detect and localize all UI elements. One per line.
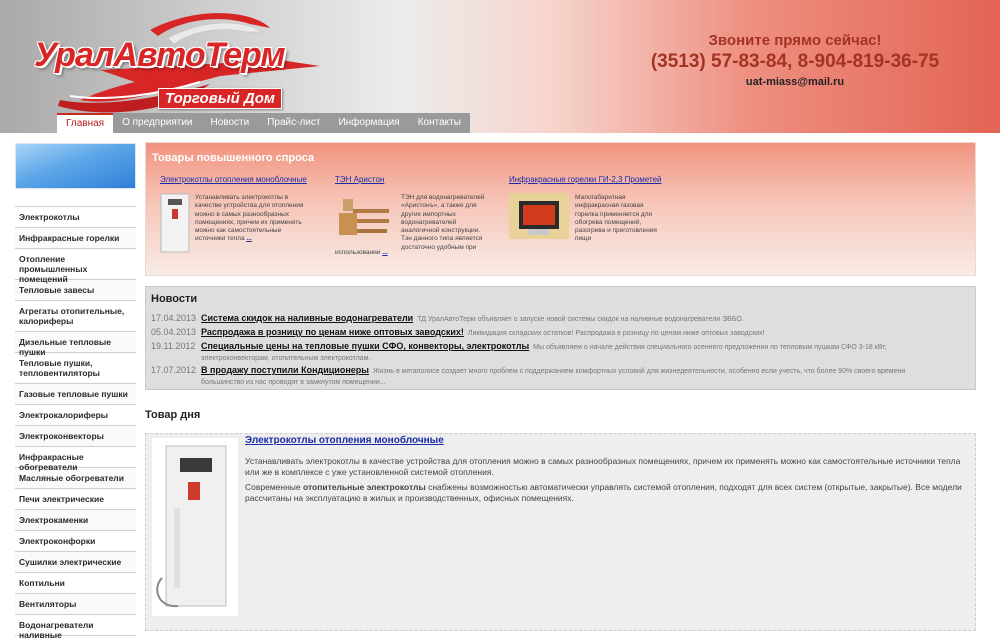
news-section [145,286,976,390]
news-date: 17.04.2013 [151,313,197,323]
more-link[interactable]: ... [382,249,388,256]
phone-numbers: (3513) 57-83-84, 8-904-819-36-75 [650,51,940,72]
featured-product-desc: Малогабаритная инфракрасная газовая горелка применяется для обогрева помещений, разогрева и приготовления пищи [575,194,657,243]
news-text: Мы объявляем о начале действия специального осеннего предложения по тепловым пушкам СФО 3-18 кВт, [533,344,887,351]
main-navigation [57,113,470,133]
sidebar-banner[interactable] [15,143,136,189]
sidebar-item-sauna-heaters[interactable]: Электрокаменки [15,510,136,531]
featured-product-2 [335,175,505,256]
infrared-burner-image[interactable] [509,193,569,242]
more-link[interactable]: ... [246,235,252,243]
sidebar-item-smokehouses[interactable]: Коптильни [15,573,136,594]
sidebar-item-electric-stoves[interactable]: Печи электрические [15,489,136,510]
sidebar-item-heating-units[interactable]: Агрегаты отопительные, калориферы [15,301,136,332]
site-header [0,0,1000,133]
news-date: 17.07.2012 [151,365,197,375]
call-label: Звоните прямо сейчас! [708,32,882,49]
news-item [151,364,970,378]
news-text: ТД УралАвтоТерм объявляет о запуске новой системы скидок на наливные водонагреватели ЭВБО. [417,316,744,323]
tab-news[interactable]: Новости [210,117,250,128]
sidebar-item-air-curtains[interactable]: Тепловые завесы [15,280,136,301]
featured-product-desc: ТЭН для водонагревателей «Аристонъ», а также для других импортных водонагревателей аналогичной конструкции. Тэн данного типа является достаточно удобным при [401,194,485,251]
product-of-day [145,433,976,631]
news-date: 05.04.2013 [151,327,197,337]
sidebar-item-electric-convectors[interactable]: Электроконвекторы [15,426,136,447]
news-title-link[interactable]: В продажу поступили Кондиционеры [201,365,369,375]
news-title-link[interactable]: Система скидок на наливные водонагреватели [201,313,414,323]
main-content [145,142,976,631]
news-date: 19.11.2012 [151,341,196,351]
featured-product-desc-tail: использовании ... [335,249,388,256]
product-of-day-image[interactable] [152,438,238,616]
sidebar-item-gas-heat-guns[interactable]: Газовые тепловые пушки [15,384,136,405]
news-title-link[interactable]: Распродажа в розницу по ценам ниже оптовых заводских! [201,327,464,337]
news-heading: Новости [151,293,198,305]
featured-product-title[interactable]: ТЭН Аристон [335,175,385,184]
news-item [151,312,970,326]
product-of-day-paragraph-2: Современные отопительные электрокотлы снабжены возможностью автоматически управлять системой отопления, подходят для всех систем (открытые, закрытые). Все модели рассчитаны на эксплуатацию в жилых и производственных, офисных помещениях. [245,482,962,503]
sidebar-item-diesel-heat-guns[interactable]: Дизельные тепловые пушки [15,332,136,353]
heating-element-image[interactable] [335,193,393,248]
news-text-continued: большинство из нас проводят в замкнутом помещении... [201,379,386,386]
sidebar-item-electric-hotplates[interactable]: Электроконфорки [15,531,136,552]
sidebar-item-electric-dryers[interactable]: Сушилки электрические [15,552,136,573]
sidebar [15,143,136,640]
tab-contacts[interactable]: Контакты [417,117,461,128]
tab-information[interactable]: Информация [338,117,400,128]
tab-price-list[interactable]: Прайс-лист [267,117,321,128]
contact-block [640,32,950,88]
featured-product-3 [509,175,684,243]
featured-product-title[interactable]: Электрокотлы отопления моноблочные [160,175,307,184]
brand-subtitle: Торговый Дом [158,88,282,109]
sidebar-item-industrial-heating[interactable]: Отопление промышленных помещений [15,249,136,280]
bold-link-text[interactable]: отопительные электрокотлы [303,482,426,492]
featured-product-title[interactable]: Инфракрасные горелки ГИ-2,3 Прометей [509,175,662,184]
email-link[interactable]: uat-miass@mail.ru [745,76,845,88]
sidebar-item-fans[interactable]: Вентиляторы [15,594,136,615]
featured-products [145,142,976,276]
sidebar-item-water-heaters[interactable]: Водонагреватели наливные [15,615,136,636]
product-of-day-paragraph-1: Устанавливать электрокотлы в качестве устройства для отопления можно в самых разнообразных помещениях, причем их применять можно как самостоятельные источники тепла или же в комплексе с уже установленной системой отопления. [245,456,961,477]
sidebar-item-infrared-burners[interactable]: Инфракрасные горелки [15,228,136,249]
sidebar-item-heat-guns-fan-heaters[interactable]: Тепловые пушки, тепловентиляторы [15,353,136,384]
product-of-day-title-link[interactable]: Электрокотлы отопления моноблочные [245,435,444,446]
sidebar-item-electric-air-heaters[interactable]: Электрокалориферы [15,405,136,426]
product-of-day-heading: Товар дня [145,409,201,421]
brand-logo[interactable]: УралАвтоТерм [34,36,285,74]
news-text-continued: электроконвекторам, отопительным электрокотлам. [201,355,371,362]
sidebar-item-electric-boilers[interactable]: Электрокотлы [15,207,136,228]
featured-product-1 [160,175,335,243]
sidebar-item-oil-heaters[interactable]: Масляные обогреватели [15,468,136,489]
sidebar-menu [15,206,136,640]
news-text: Ликвидация складских остатков! Распродажа в розницу по ценам ниже оптовых заводских! [467,330,765,337]
news-text: Жизнь в мегаполисе создает много проблем с поддержанием комфортных условий для жизнедеятельности, особенно если учесть, что более 90% своего времени [372,368,906,375]
news-title-link[interactable]: Специальные цены на тепловые пушки СФО, конвекторы, электрокотлы [201,341,530,351]
featured-product-desc: Устанавливать электрокотлы в качестве устройства для отопления можно в самых разнообразных помещениях, причем их применять можно как самостоятельные источники тепла ... [195,194,304,243]
news-item [151,326,970,340]
electric-boiler-image[interactable] [160,193,190,256]
news-item [151,340,970,354]
sidebar-item-infrared-heaters[interactable]: Инфракрасные обогреватели [15,447,136,468]
tab-about[interactable]: О предприятии [122,117,193,128]
featured-heading: Товары повышенного спроса [152,152,315,164]
tab-home[interactable]: Главная [57,113,113,133]
